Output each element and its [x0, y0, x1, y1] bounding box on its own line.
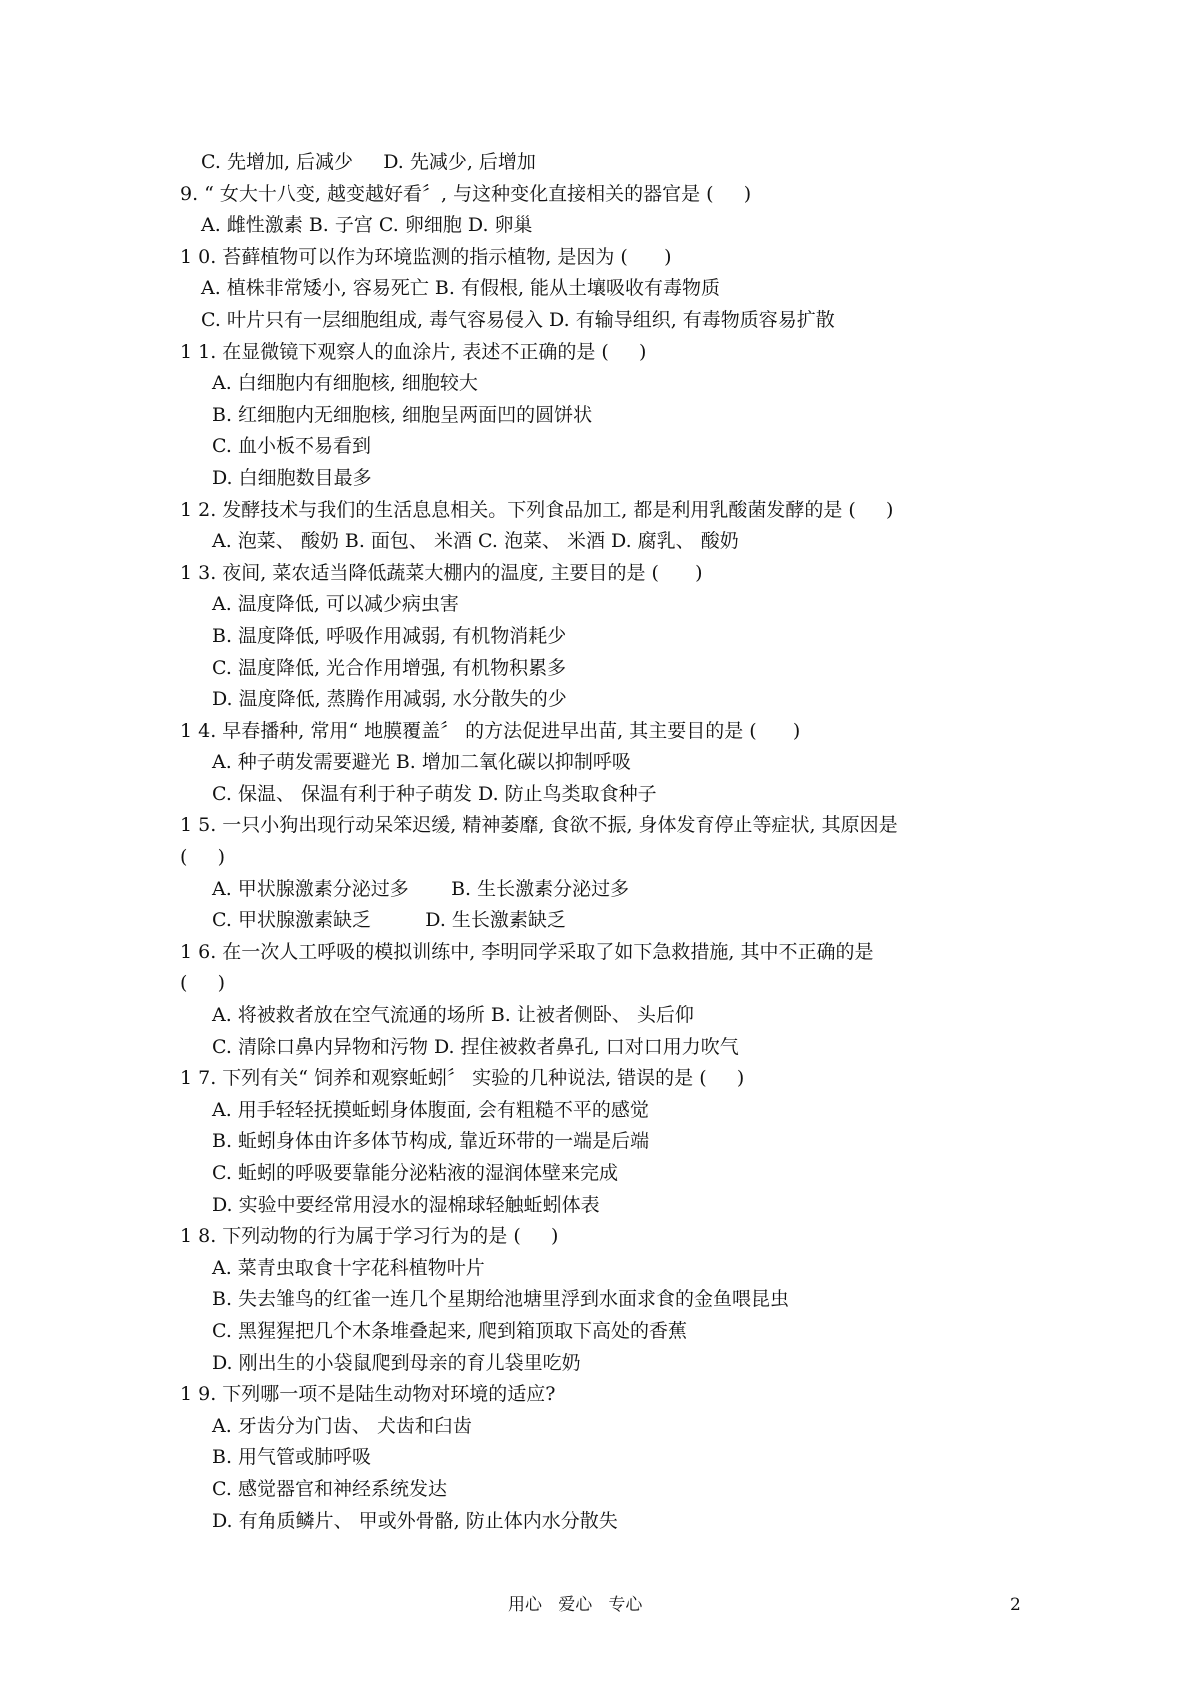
question-line: 9. “ 女大十八变, 越变越好看〞, 与这种变化直接相关的器官是 ( ) — [180, 182, 752, 205]
option-line: C. 甲状腺激素缺乏 D. 生长激素缺乏 — [212, 909, 566, 932]
question-line: ( ) — [180, 972, 226, 995]
question-line: 1 8. 下列动物的行为属于学习行为的是 ( ) — [180, 1225, 559, 1248]
question-line: 1 1. 在显微镜下观察人的血涂片, 表述不正确的是 ( ) — [180, 340, 647, 363]
question-line: 1 2. 发酵技术与我们的生活息息相关。下列食品加工, 都是利用乳酸菌发酵的是 ( ) — [180, 498, 894, 521]
option-line: C. 保温、 保温有利于种子萌发 D. 防止鸟类取食种子 — [212, 782, 657, 805]
option-line: C. 先增加, 后减少 D. 先减少, 后增加 — [201, 151, 536, 173]
option-line: B. 蚯蚓身体由许多体节构成, 靠近环带的一端是后端 — [212, 1130, 650, 1153]
option-line: A. 温度降低, 可以减少病虫害 — [212, 593, 459, 616]
question-line: 1 9. 下列哪一项不是陆生动物对环境的适应? — [180, 1383, 556, 1406]
option-line: C. 清除口鼻内异物和污物 D. 捏住被救者鼻孔, 口对口用力吹气 — [212, 1035, 739, 1058]
option-line: B. 红细胞内无细胞核, 细胞呈两面凹的圆饼状 — [212, 403, 593, 426]
option-line: A. 牙齿分为门齿、 犬齿和臼齿 — [212, 1414, 472, 1437]
option-line: A. 雌性激素 B. 子宫 C. 卵细胞 D. 卵巢 — [201, 214, 533, 237]
footer-motto: 用心 爱心 专心 — [508, 1595, 643, 1615]
option-line: A. 白细胞内有细胞核, 细胞较大 — [212, 372, 478, 395]
option-line: C. 黑猩猩把几个木条堆叠起来, 爬到箱顶取下高处的香蕉 — [212, 1319, 688, 1342]
question-line: 1 5. 一只小狗出现行动呆笨迟缓, 精神萎靡, 食欲不振, 身体发育停止等症状, 其原因是 — [180, 814, 898, 837]
option-line: C. 感觉器官和神经系统发达 — [212, 1477, 447, 1500]
option-line: D. 刚出生的小袋鼠爬到母亲的育儿袋里吃奶 — [212, 1351, 581, 1374]
question-line: 1 6. 在一次人工呼吸的模拟训练中, 李明同学采取了如下急救措施, 其中不正确的是 — [180, 940, 874, 963]
option-line: A. 种子萌发需要避光 B. 增加二氧化碳以抑制呼吸 — [212, 751, 631, 774]
option-line: A. 植株非常矮小, 容易死亡 B. 有假根, 能从土壤吸收有毒物质 — [201, 277, 721, 300]
option-line: D. 实验中要经常用浸水的湿棉球轻触蚯蚓体表 — [212, 1193, 600, 1216]
question-line: ( ) — [180, 846, 226, 869]
question-list — [180, 147, 1060, 1537]
option-line: B. 温度降低, 呼吸作用减弱, 有机物消耗少 — [212, 624, 567, 647]
option-line: A. 菜青虫取食十字花科植物叶片 — [212, 1256, 485, 1279]
option-line: D. 温度降低, 蒸腾作用减弱, 水分散失的少 — [212, 688, 567, 711]
option-line: C. 温度降低, 光合作用增强, 有机物积累多 — [212, 656, 567, 679]
question-line: 1 7. 下列有关“ 饲养和观察蚯蚓〞 实验的几种说法, 错误的是 ( ) — [180, 1067, 745, 1090]
question-line: 1 0. 苔藓植物可以作为环境监测的指示植物, 是因为 ( ) — [180, 245, 672, 268]
option-line: C. 叶片只有一层细胞组成, 毒气容易侵入 D. 有输导组织, 有毒物质容易扩散 — [201, 308, 835, 331]
option-line: B. 失去雏鸟的红雀一连几个星期给池塘里浮到水面求食的金鱼喂昆虫 — [212, 1288, 790, 1311]
option-line: B. 用气管或肺呼吸 — [212, 1446, 372, 1469]
option-line: D. 白细胞数目最多 — [212, 466, 372, 489]
option-line: A. 用手轻轻抚摸蚯蚓身体腹面, 会有粗糙不平的感觉 — [212, 1098, 649, 1121]
option-line: C. 血小板不易看到 — [212, 435, 371, 458]
question-line: 1 4. 早春播种, 常用“ 地膜覆盖〞 的方法促进早出苗, 其主要目的是 ( ) — [180, 719, 801, 742]
option-line: A. 泡菜、 酸奶 B. 面包、 米酒 C. 泡菜、 米酒 D. 腐乳、 酸奶 — [212, 530, 739, 553]
question-line: 1 3. 夜间, 菜农适当降低蔬菜大棚内的温度, 主要目的是 ( ) — [180, 561, 703, 584]
page-number: 2 — [1010, 1595, 1021, 1615]
option-line: D. 有角质鳞片、 甲或外骨骼, 防止体内水分散失 — [212, 1509, 618, 1532]
option-line: C. 蚯蚓的呼吸要靠能分泌粘液的湿润体壁来完成 — [212, 1162, 618, 1184]
option-line: A. 将被救者放在空气流通的场所 B. 让被者侧卧、 头后仰 — [212, 1004, 694, 1027]
page-footer — [0, 1590, 1200, 1620]
option-line: A. 甲状腺激素分泌过多 B. 生长激素分泌过多 — [212, 877, 630, 900]
